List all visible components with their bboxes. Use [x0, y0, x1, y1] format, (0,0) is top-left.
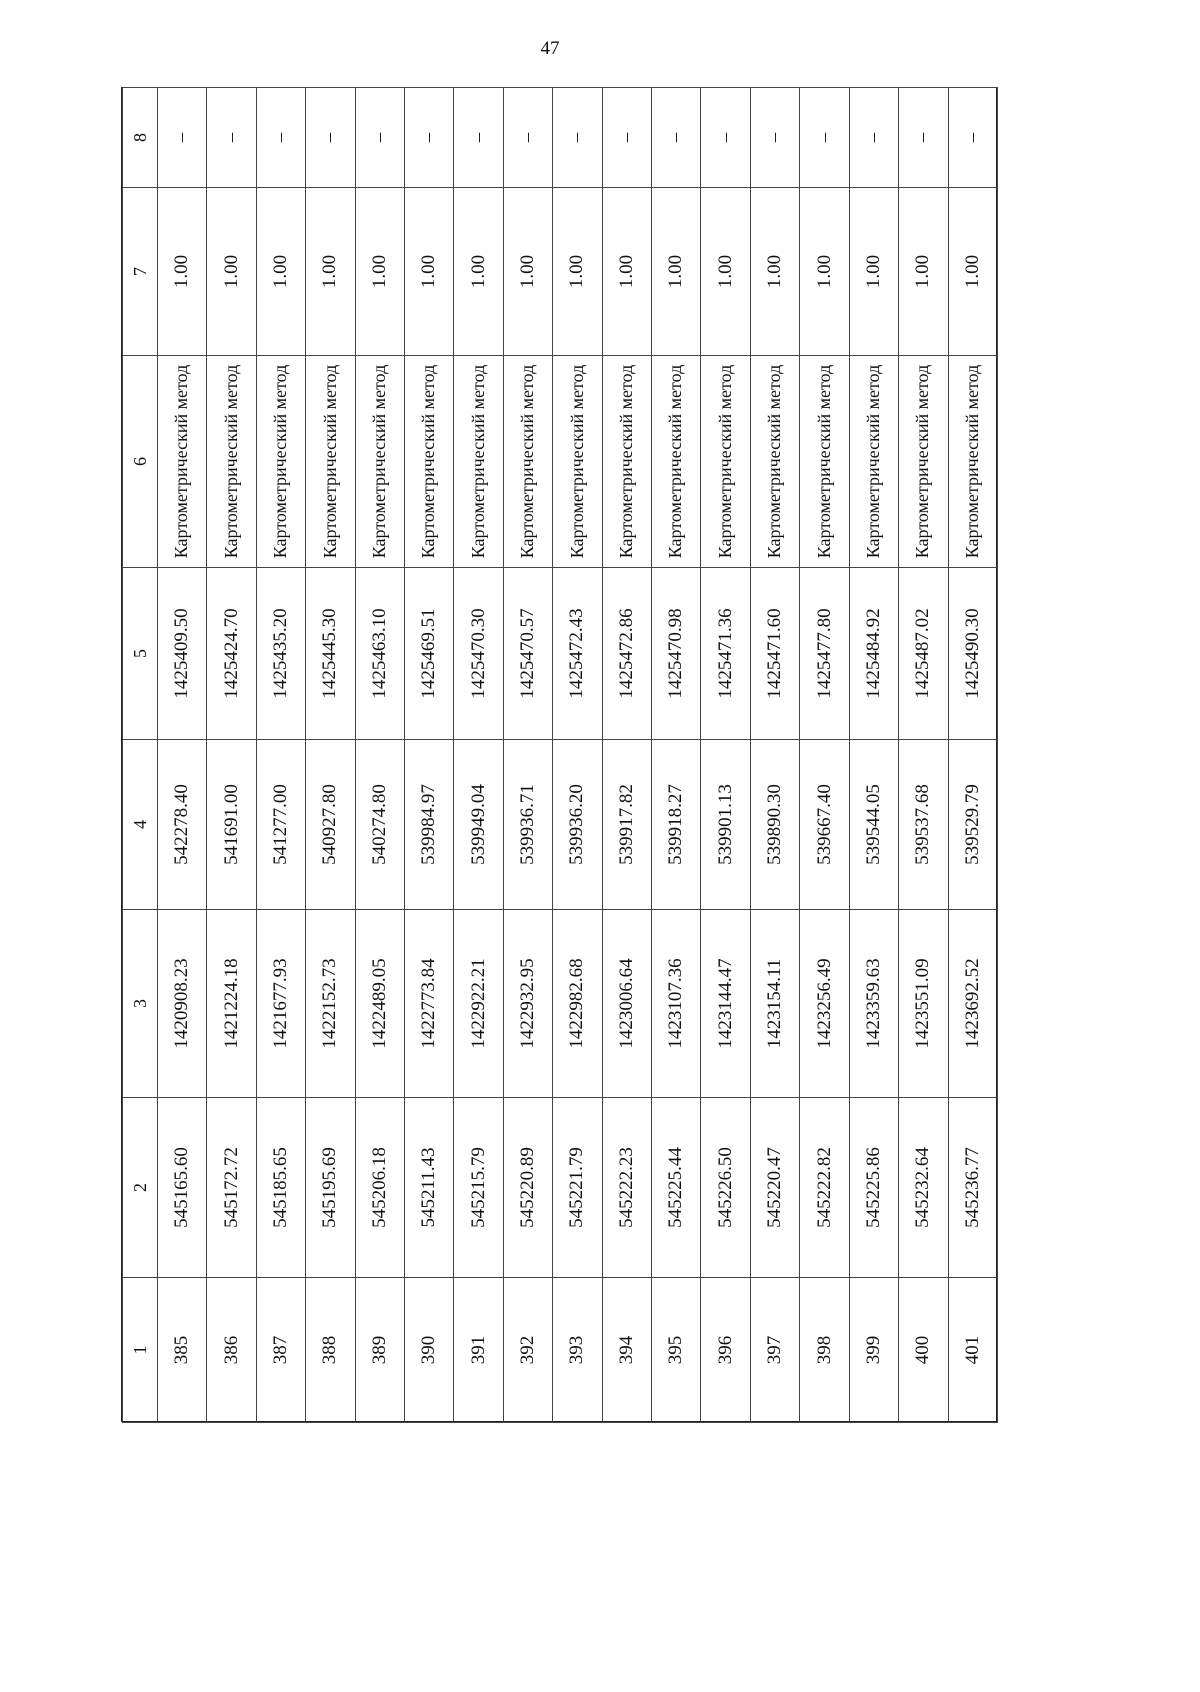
accuracy-cell: 1.00 [701, 188, 750, 356]
note-cell: – [602, 88, 651, 188]
note-cell: – [899, 88, 948, 188]
column-header: 1 [123, 1278, 158, 1423]
table-row [158, 88, 207, 1423]
accuracy-cell: 1.00 [652, 188, 701, 356]
accuracy-cell: 1.00 [602, 188, 651, 356]
table-row [503, 88, 552, 1423]
method-cell: Картометрический метод [602, 356, 651, 568]
column-header: 5 [123, 568, 158, 740]
point-number-cell: 387 [256, 1278, 305, 1423]
accuracy-cell: 1.00 [405, 188, 454, 356]
point-number-cell: 394 [602, 1278, 651, 1423]
y-old-cell: 1423551.09 [899, 910, 948, 1098]
table-row [899, 88, 948, 1423]
x-old-cell: 545225.44 [652, 1098, 701, 1278]
table-row [256, 88, 305, 1423]
method-cell: Картометрический метод [948, 356, 998, 568]
table-row [602, 88, 651, 1423]
y-new-cell: 1425471.36 [701, 568, 750, 740]
point-number-cell: 399 [849, 1278, 898, 1423]
x-new-cell: 539544.05 [849, 740, 898, 910]
point-number-cell: 400 [899, 1278, 948, 1423]
accuracy-cell: 1.00 [355, 188, 404, 356]
y-old-cell: 1423154.11 [750, 910, 799, 1098]
x-new-cell: 539890.30 [750, 740, 799, 910]
method-cell: Картометрический метод [306, 356, 355, 568]
method-cell: Картометрический метод [454, 356, 503, 568]
column-header: 8 [123, 88, 158, 188]
column-header: 2 [123, 1098, 158, 1278]
method-cell: Картометрический метод [553, 356, 602, 568]
y-new-cell: 1425435.20 [256, 568, 305, 740]
note-cell: – [849, 88, 898, 188]
x-old-cell: 545172.72 [207, 1098, 256, 1278]
note-cell: – [256, 88, 305, 188]
x-new-cell: 539917.82 [602, 740, 651, 910]
method-cell: Картометрический метод [899, 356, 948, 568]
point-number-cell: 385 [158, 1278, 207, 1423]
y-old-cell: 1423006.64 [602, 910, 651, 1098]
y-new-cell: 1425409.50 [158, 568, 207, 740]
x-new-cell: 539936.71 [503, 740, 552, 910]
y-new-cell: 1425470.57 [503, 568, 552, 740]
y-old-cell: 1422489.05 [355, 910, 404, 1098]
accuracy-cell: 1.00 [899, 188, 948, 356]
method-cell: Картометрический метод [256, 356, 305, 568]
y-new-cell: 1425487.02 [899, 568, 948, 740]
y-old-cell: 1422773.84 [405, 910, 454, 1098]
x-new-cell: 539901.13 [701, 740, 750, 910]
y-new-cell: 1425469.51 [405, 568, 454, 740]
x-new-cell: 542278.40 [158, 740, 207, 910]
coordinates-table [122, 87, 998, 1423]
note-cell: – [701, 88, 750, 188]
column-header: 4 [123, 740, 158, 910]
page-number: 47 [540, 38, 560, 59]
accuracy-cell: 1.00 [553, 188, 602, 356]
method-cell: Картометрический метод [355, 356, 404, 568]
point-number-cell: 386 [207, 1278, 256, 1423]
point-number-cell: 396 [701, 1278, 750, 1423]
method-cell: Картометрический метод [701, 356, 750, 568]
method-cell: Картометрический метод [750, 356, 799, 568]
x-old-cell: 545206.18 [355, 1098, 404, 1278]
point-number-cell: 401 [948, 1278, 998, 1423]
table-row [454, 88, 503, 1423]
x-old-cell: 545222.82 [800, 1098, 849, 1278]
y-old-cell: 1423256.49 [800, 910, 849, 1098]
accuracy-cell: 1.00 [207, 188, 256, 356]
x-old-cell: 545211.43 [405, 1098, 454, 1278]
x-old-cell: 545236.77 [948, 1098, 998, 1278]
method-cell: Картометрический метод [849, 356, 898, 568]
table-row [355, 88, 404, 1423]
method-cell: Картометрический метод [503, 356, 552, 568]
y-old-cell: 1423144.47 [701, 910, 750, 1098]
y-old-cell: 1421224.18 [207, 910, 256, 1098]
accuracy-cell: 1.00 [256, 188, 305, 356]
method-cell: Картометрический метод [405, 356, 454, 568]
table-row [750, 88, 799, 1423]
method-cell: Картометрический метод [207, 356, 256, 568]
table-row [207, 88, 256, 1423]
x-old-cell: 545221.79 [553, 1098, 602, 1278]
table-row [306, 88, 355, 1423]
x-new-cell: 539936.20 [553, 740, 602, 910]
y-new-cell: 1425472.86 [602, 568, 651, 740]
x-old-cell: 545232.64 [899, 1098, 948, 1278]
table-row [652, 88, 701, 1423]
table-row [701, 88, 750, 1423]
table-row [553, 88, 602, 1423]
note-cell: – [750, 88, 799, 188]
x-new-cell: 539667.40 [800, 740, 849, 910]
accuracy-cell: 1.00 [306, 188, 355, 356]
y-new-cell: 1425470.30 [454, 568, 503, 740]
accuracy-cell: 1.00 [750, 188, 799, 356]
column-header: 7 [123, 188, 158, 356]
y-new-cell: 1425484.92 [849, 568, 898, 740]
note-cell: – [503, 88, 552, 188]
point-number-cell: 395 [652, 1278, 701, 1423]
y-old-cell: 1422152.73 [306, 910, 355, 1098]
y-old-cell: 1423692.52 [948, 910, 998, 1098]
table-header-row [123, 88, 158, 1423]
note-cell: – [306, 88, 355, 188]
point-number-cell: 398 [800, 1278, 849, 1423]
point-number-cell: 388 [306, 1278, 355, 1423]
y-new-cell: 1425490.30 [948, 568, 998, 740]
y-new-cell: 1425471.60 [750, 568, 799, 740]
table-row [948, 88, 998, 1423]
method-cell: Картометрический метод [800, 356, 849, 568]
x-new-cell: 539918.27 [652, 740, 701, 910]
y-new-cell: 1425424.70 [207, 568, 256, 740]
x-old-cell: 545185.65 [256, 1098, 305, 1278]
y-old-cell: 1420908.23 [158, 910, 207, 1098]
note-cell: – [800, 88, 849, 188]
accuracy-cell: 1.00 [800, 188, 849, 356]
x-old-cell: 545195.69 [306, 1098, 355, 1278]
point-number-cell: 390 [405, 1278, 454, 1423]
point-number-cell: 392 [503, 1278, 552, 1423]
y-old-cell: 1422922.21 [454, 910, 503, 1098]
x-old-cell: 545165.60 [158, 1098, 207, 1278]
y-new-cell: 1425470.98 [652, 568, 701, 740]
accuracy-cell: 1.00 [158, 188, 207, 356]
note-cell: – [652, 88, 701, 188]
x-new-cell: 539537.68 [899, 740, 948, 910]
accuracy-cell: 1.00 [948, 188, 998, 356]
note-cell: – [207, 88, 256, 188]
point-number-cell: 397 [750, 1278, 799, 1423]
y-new-cell: 1425472.43 [553, 568, 602, 740]
x-old-cell: 545215.79 [454, 1098, 503, 1278]
table-row [849, 88, 898, 1423]
note-cell: – [158, 88, 207, 188]
column-header: 3 [123, 910, 158, 1098]
x-new-cell: 540927.80 [306, 740, 355, 910]
x-old-cell: 545222.23 [602, 1098, 651, 1278]
note-cell: – [405, 88, 454, 188]
point-number-cell: 393 [553, 1278, 602, 1423]
y-new-cell: 1425463.10 [355, 568, 404, 740]
accuracy-cell: 1.00 [503, 188, 552, 356]
x-new-cell: 541277.00 [256, 740, 305, 910]
x-new-cell: 539984.97 [405, 740, 454, 910]
y-old-cell: 1422932.95 [503, 910, 552, 1098]
x-old-cell: 545220.47 [750, 1098, 799, 1278]
x-old-cell: 545226.50 [701, 1098, 750, 1278]
y-old-cell: 1422982.68 [553, 910, 602, 1098]
accuracy-cell: 1.00 [849, 188, 898, 356]
column-header: 6 [123, 356, 158, 568]
x-old-cell: 545220.89 [503, 1098, 552, 1278]
y-old-cell: 1421677.93 [256, 910, 305, 1098]
note-cell: – [948, 88, 998, 188]
y-old-cell: 1423359.63 [849, 910, 898, 1098]
method-cell: Картометрический метод [652, 356, 701, 568]
table-frame [121, 87, 997, 1422]
x-new-cell: 541691.00 [207, 740, 256, 910]
x-new-cell: 539949.04 [454, 740, 503, 910]
note-cell: – [553, 88, 602, 188]
table-row [800, 88, 849, 1423]
table-body [158, 88, 998, 1423]
x-old-cell: 545225.86 [849, 1098, 898, 1278]
x-new-cell: 539529.79 [948, 740, 998, 910]
x-new-cell: 540274.80 [355, 740, 404, 910]
y-new-cell: 1425477.80 [800, 568, 849, 740]
note-cell: – [454, 88, 503, 188]
note-cell: – [355, 88, 404, 188]
point-number-cell: 391 [454, 1278, 503, 1423]
y-old-cell: 1423107.36 [652, 910, 701, 1098]
method-cell: Картометрический метод [158, 356, 207, 568]
coordinates-table-rotated [122, 88, 998, 1423]
point-number-cell: 389 [355, 1278, 404, 1423]
y-new-cell: 1425445.30 [306, 568, 355, 740]
table-row [405, 88, 454, 1423]
accuracy-cell: 1.00 [454, 188, 503, 356]
